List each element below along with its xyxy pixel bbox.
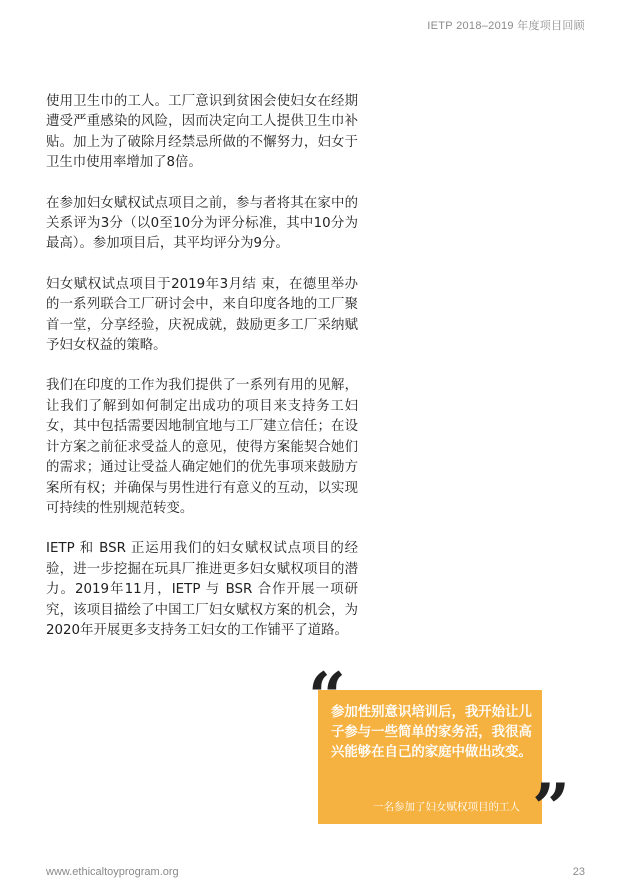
body-text bbox=[46, 92, 358, 661]
page-number: 23 bbox=[572, 866, 585, 878]
page-header-title: IETP 2018–2019 年度项目回顾 bbox=[427, 20, 585, 32]
open-quote-icon: “ bbox=[308, 658, 346, 736]
pull-quote-text: 参加性别意识培训后，我开始让儿子参与一些简单的家务活，我很高兴能够在自己的家庭中做出改变。 bbox=[331, 705, 532, 760]
footer-url: www.ethicaltoyprogram.org bbox=[46, 866, 179, 878]
paragraph: IETP 和 BSR 正运用我们的妇女赋权试点项目的经验，进一步挖掘在玩具厂推进更多妇女赋权项目的潜力。2019年11月，IETP 与 BSR 合作开展一项研究，该项目描绘了中国工厂妇女赋权方案的机会，为2020年开展更多支持务工妇女的工作铺平了道路。 bbox=[46, 541, 358, 638]
paragraph: 妇女赋权试点项目于2019年3月结 束，在德里举办的一系列联合工厂研讨会中，来自印度各地的工厂聚首一堂，分享经验，庆祝成就，鼓励更多工厂采纳赋予妇女权益的策略。 bbox=[46, 276, 358, 354]
paragraph: 使用卫生巾的工人。工厂意识到贫困会使妇女在经期遭受严重感染的风险，因而决定向工人提供卫生巾补贴。加上为了破除月经禁忌所做的不懈努力，妇女于卫生巾使用率增加了8倍。 bbox=[46, 94, 358, 171]
pull-quote-box bbox=[318, 690, 542, 824]
paragraph: 我们在印度的工作为我们提供了一系列有用的见解，让我们了解到如何制定出成功的项目来支持务工妇女，其中包括需要因地制宜地与工厂建立信任；在设计方案之前征求受益人的意见，使得方案能契合她们的需求；通过让受益人确定她们的优先事项来鼓励方案所有权；并确保与男性进行有意义的互动，以实现可持续的性别规范转变。 bbox=[46, 378, 358, 516]
paragraph: 在参加妇女赋权试点项目之前，参与者将其在家中的关系评为3分（以0至10分为评分标准，其中10分为最高）。参加项目后，其平均评分为9分。 bbox=[46, 195, 358, 252]
pull-quote-attribution: 一名参加了妇女赋权项目的工人 bbox=[373, 801, 520, 813]
close-quote-icon: ” bbox=[532, 769, 570, 847]
